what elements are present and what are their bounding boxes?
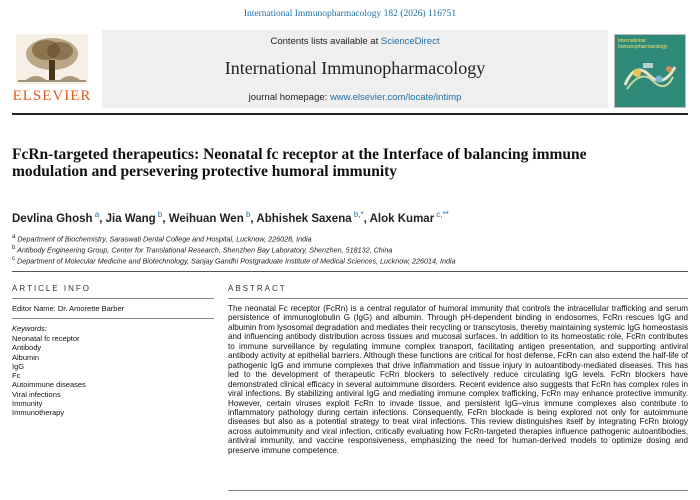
keywords-heading: Keywords:	[12, 324, 48, 333]
keyword-item[interactable]: Immunotherapy	[12, 408, 65, 418]
abstract-bottom-rule	[228, 490, 688, 491]
cover-molecule-icon	[621, 55, 679, 95]
journal-banner	[102, 30, 608, 108]
author-affiliation-mark[interactable]: b,*	[353, 210, 364, 219]
author-list: Devlina Ghosh $^a$, Jia Wang $^b$, Weihuan Wen $^b$, Abhishek Saxena $^{b,*}$, Alok Kumar $^{c,**}$	[12, 210, 449, 225]
author-name[interactable]: Abhishek Saxena	[256, 212, 352, 225]
author-name[interactable]: Jia Wang	[105, 212, 156, 225]
homepage-prefix: journal homepage:	[248, 92, 330, 103]
keyword-item[interactable]: Neonatal fc receptor	[12, 334, 80, 343]
keyword-item[interactable]: Immunity	[12, 399, 43, 409]
journal-header	[12, 30, 688, 108]
abstract-text: The neonatal Fc receptor (FcRn) is a central regulator of humoral immunity that controls the intracellular trafficking and serum persistence of immunoglobulin G (IgG) and albumin. Through pH-dependent binding in endosomes, FcRn rescues IgG and albumin from lysosomal degradation and mediates their recycling or transcytosis, thereby maintaining systemic IgG homeostasis and influencing antibody distribution across tissues and mucosal surfaces. In addition to its homeostatic role, FcRn contributes to immune surveillance by regulating immune complex transport, facilitating antigen presentation, and supporting antiviral antibody activity at epithelial barriers. Although these functions are critical for host defense, FcRn can also extend the half-life of pathogenic IgG and immune complexes that drive inflammation and tissue injury in autoantibody-mediated diseases. This has led to the development of therapeutic FcRn blockers to selectively reduce circulating IgG levels. FcRn blockers have demonstrated clinical efficacy in several autoimmune disorders. Recent evidence also suggests that FcRn has complex roles in viral infections. By stabilizing antiviral IgG and mediating immune complex trafficking, FcRn may enhance protective immunity. However, certain viruses exploit FcRn to invade tissue, and persistent IgG–virus immune complexes also contribute to inflammatory pathology during certain infections. Consequently, FcRn blockade is being explored not only for autoimmune diseases but also as a potential strategy to treat viral infections. This review distinguishes itself by integrating FcRn biology across autoimmunity and viral infection, critically evaluating how FcRn-targeted therapies influence pathogenic autoantibodies, antiviral immunity, and vaccine responsiveness, emphasizing the need for human-derived models to optimize dosing and preserve immune competence.	[228, 304, 688, 455]
keyword-item[interactable]: Autoimmune diseases	[12, 380, 86, 390]
journal-reference[interactable]: International Immunopharmacology 182 (2026) 116751	[243, 9, 457, 19]
contents-line	[102, 36, 608, 47]
author-affiliation-mark[interactable]: b	[245, 210, 251, 219]
header-rule	[12, 113, 688, 115]
affiliations	[12, 233, 688, 266]
affiliation-rule	[12, 271, 688, 272]
keyword-item[interactable]: Fc	[12, 371, 21, 381]
elsevier-logo[interactable]	[12, 30, 92, 108]
journal-title[interactable]: International Immunopharmacology	[224, 58, 486, 78]
homepage-link[interactable]: www.elsevier.com/locate/intimp	[329, 92, 462, 103]
author-affiliation-mark[interactable]: a	[94, 210, 100, 219]
article-title: FcRn-targeted therapeutics: Neonatal fc receptor at the Interface of balancing immune modulation and persevering protective humoral immunity	[12, 146, 587, 180]
keyword-item[interactable]: IgG	[12, 361, 25, 371]
abstract-heading: ABSTRACT	[228, 284, 287, 293]
cover-title: International Immunopharmacology	[618, 38, 668, 50]
info-rule	[12, 298, 214, 299]
homepage-line	[102, 92, 608, 103]
keyword-item[interactable]: Viral infections	[12, 389, 61, 399]
keyword-item[interactable]: Antibody	[12, 343, 42, 353]
journal-cover[interactable]	[614, 34, 686, 108]
editor-name: Editor Name: Dr. Amorette Barber	[12, 304, 125, 313]
author-affiliation-mark[interactable]: b	[157, 210, 163, 219]
elsevier-wordmark: ELSEVIER	[12, 88, 92, 104]
elsevier-tree-icon	[16, 34, 88, 84]
author-name[interactable]: Devlina Ghosh	[12, 212, 93, 225]
sciencedirect-link[interactable]: ScienceDirect	[380, 36, 440, 47]
author-affiliation-mark[interactable]: c,**	[436, 210, 449, 219]
affiliation-item: $^a$ Department of Biochemistry, Saraswati Dental College and Hospital, Lucknow, 226028, India	[12, 234, 312, 244]
contents-prefix: Contents lists available at	[270, 36, 381, 47]
author-name[interactable]: Weihuan Wen	[168, 212, 244, 225]
keyword-list	[12, 334, 86, 418]
affiliation-item: $^b$ Antibody Engineering Group, Center for Translational Research, Shenzhen Bay Laboratory, Shenzhen, 518132, China	[12, 244, 393, 255]
author-name[interactable]: Alok Kumar	[369, 212, 435, 225]
article-info-heading: ARTICLE INFO	[12, 284, 91, 293]
keywords-rule	[12, 318, 214, 319]
abstract-rule	[228, 298, 688, 299]
keyword-item[interactable]: Albumin	[12, 352, 40, 362]
affiliation-item: $^c$ Department of Molecular Medicine and Biotechnology, Sanjay Gandhi Postgraduate Institute of Medical Sciences, Lucknow, 226014, India	[12, 255, 456, 266]
